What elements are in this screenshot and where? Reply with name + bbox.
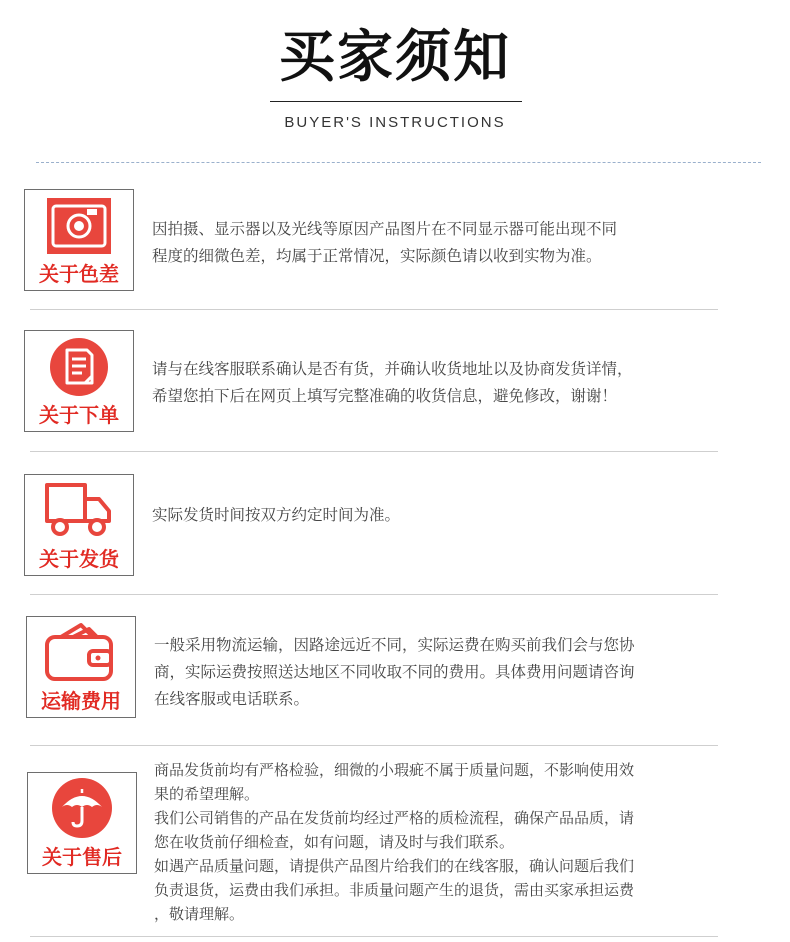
text-line: 如遇产品质量问题，请提供产品图片给我们的在线客服，确认问题后我们 xyxy=(154,857,635,875)
after-sales-badge xyxy=(27,772,137,874)
section-divider xyxy=(30,936,718,937)
page-title: 买家须知 xyxy=(279,25,511,90)
text-line: 商，实际运费按照送达地区不同收取不同的费用。具体费用问题请咨询 xyxy=(154,663,635,681)
section-text xyxy=(154,632,635,713)
shipping-badge xyxy=(24,474,134,576)
section-divider xyxy=(30,594,718,595)
color-difference-badge xyxy=(24,189,134,291)
section-label: 关于售后 xyxy=(42,845,122,869)
camera-icon xyxy=(47,198,111,254)
section-divider xyxy=(30,451,718,452)
dotted-divider xyxy=(36,162,761,163)
text-line: 因拍摄、显示器以及光线等原因产品图片在不同显示器可能出现不同 xyxy=(152,220,618,238)
section-text xyxy=(152,216,617,270)
section-text xyxy=(152,502,400,529)
wallet-icon xyxy=(43,621,117,683)
text-line: 希望您拍下后在网页上填写完整准确的收货信息，避免修改，谢谢！ xyxy=(152,387,618,405)
section-label: 关于下单 xyxy=(39,403,119,427)
section-label: 关于色差 xyxy=(39,262,119,286)
section-text xyxy=(152,356,633,410)
section-text xyxy=(154,758,634,926)
section-divider xyxy=(30,745,718,746)
text-line: 商品发货前均有严格检验，细微的小瑕疵不属于质量问题，不影响使用效 xyxy=(154,761,635,779)
section-label: 关于发货 xyxy=(39,547,119,571)
page-subtitle: BUYER'S INSTRUCTIONS xyxy=(284,114,506,131)
text-line: ，敬请理解。 xyxy=(154,905,245,923)
text-line: 程度的细微色差，均属于正常情况，实际颜色请以收到实物为准。 xyxy=(152,247,602,265)
text-line: 一般采用物流运输，因路途远近不同，实际运费在购买前我们会与您协 xyxy=(154,636,635,654)
text-line: 在线客服或电话联系。 xyxy=(154,690,310,708)
truck-icon xyxy=(41,479,115,541)
text-line: 负责退货，运费由我们承担。非质量问题产生的退货，需由买家承担运费 xyxy=(154,881,635,899)
shipping-cost-badge xyxy=(26,616,136,718)
umbrella-icon xyxy=(51,777,113,839)
document-icon xyxy=(49,337,109,397)
text-line: 实际发货时间按双方约定时间为准。 xyxy=(152,506,401,524)
ordering-badge xyxy=(24,330,134,432)
title-underline xyxy=(270,101,522,102)
section-label: 运输费用 xyxy=(41,689,121,713)
section-divider xyxy=(30,309,718,310)
text-line: 请与在线客服联系确认是否有货，并确认收货地址以及协商发货详情， xyxy=(152,360,633,378)
text-line: 我们公司销售的产品在发货前均经过严格的质检流程，确保产品品质，请 xyxy=(154,809,635,827)
text-line: 果的希望理解。 xyxy=(154,785,260,803)
text-line: 您在收货前仔细检查，如有问题，请及时与我们联系。 xyxy=(154,833,515,851)
